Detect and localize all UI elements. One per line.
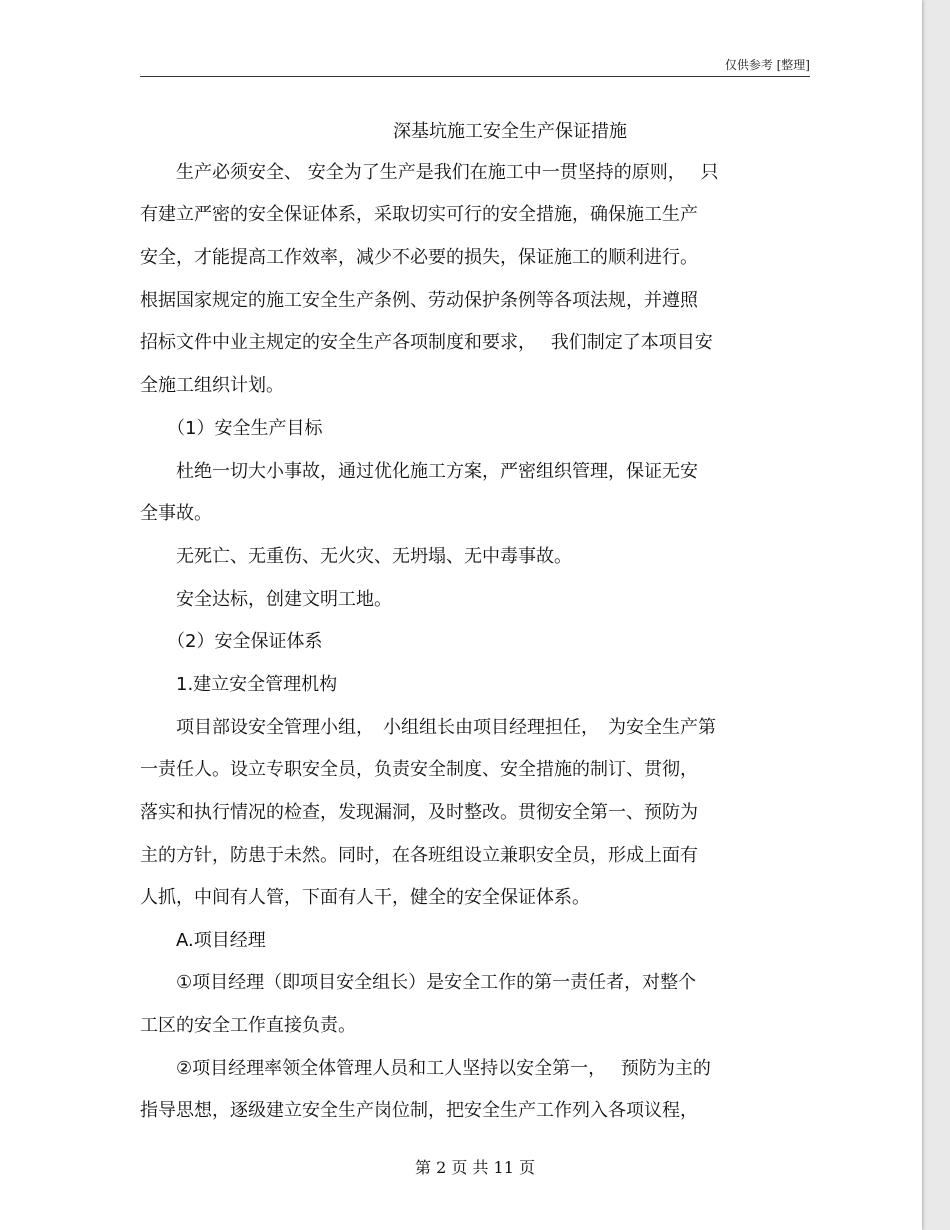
body-line: 人抓，中间有人管，下面有人干，健全的安全保证体系。 bbox=[140, 887, 590, 908]
body-line: 一责任人。设立专职安全员，负责安全制度、安全措施的制订、贯彻， bbox=[140, 759, 698, 780]
body-line: 工区的安全工作直接负责。 bbox=[140, 1015, 356, 1036]
body-line: 落实和执行情况的检查，发现漏洞，及时整改。贯彻安全第一、预防为 bbox=[140, 802, 698, 823]
body-line: 1.建立安全管理机构 bbox=[140, 674, 338, 695]
body-line: 生产必须安全、 安全为了生产是我们在施工中一贯坚持的原则， 只 bbox=[140, 162, 719, 183]
body-line: 全施工组织计划。 bbox=[140, 375, 284, 396]
body-line: A.项目经理 bbox=[140, 930, 266, 951]
body-line: 项目部设安全管理小组， 小组组长由项目经理担任， 为安全生产第 bbox=[140, 717, 716, 738]
header-rule bbox=[140, 76, 810, 77]
body-line: 有建立严密的安全保证体系，采取切实可行的安全措施，确保施工生产 bbox=[140, 204, 698, 225]
body-line: 全事故。 bbox=[140, 503, 212, 524]
body-line: ②项目经理率领全体管理人员和工人坚持以安全第一， 预防为主的 bbox=[140, 1058, 711, 1079]
page-number: 第 2 页 共 11 页 bbox=[415, 1158, 535, 1177]
body-line: ①项目经理（即项目安全组长）是安全工作的第一责任者，对整个 bbox=[140, 972, 697, 993]
body-line: 根据国家规定的施工安全生产条例、劳动保护条例等各项法规，并遵照 bbox=[140, 290, 698, 311]
body-line: 指导思想，逐级建立安全生产岗位制，把安全生产工作列入各项议程， bbox=[140, 1100, 698, 1121]
header-note: 仅供参考 [整理] bbox=[724, 58, 810, 72]
body-line: 主的方针，防患于未然。同时，在各班组设立兼职安全员，形成上面有 bbox=[140, 845, 698, 866]
body-line: （1）安全生产目标 bbox=[140, 418, 323, 439]
body-line: 安全，才能提高工作效率，减少不必要的损失，保证施工的顺利进行。 bbox=[140, 247, 698, 268]
body-line: 招标文件中业主规定的安全生产各项制度和要求， 我们制定了本项目安 bbox=[140, 332, 713, 353]
document-title: 深基坑施工安全生产保证措施 bbox=[393, 121, 627, 142]
body-line: 无死亡、无重伤、无火灾、无坍塌、无中毒事故。 bbox=[140, 546, 572, 567]
body-line: 杜绝一切大小事故，通过优化施工方案，严密组织管理，保证无安 bbox=[140, 461, 698, 482]
body-line: 安全达标，创建文明工地。 bbox=[140, 589, 392, 610]
body-line: （2）安全保证体系 bbox=[140, 631, 323, 652]
